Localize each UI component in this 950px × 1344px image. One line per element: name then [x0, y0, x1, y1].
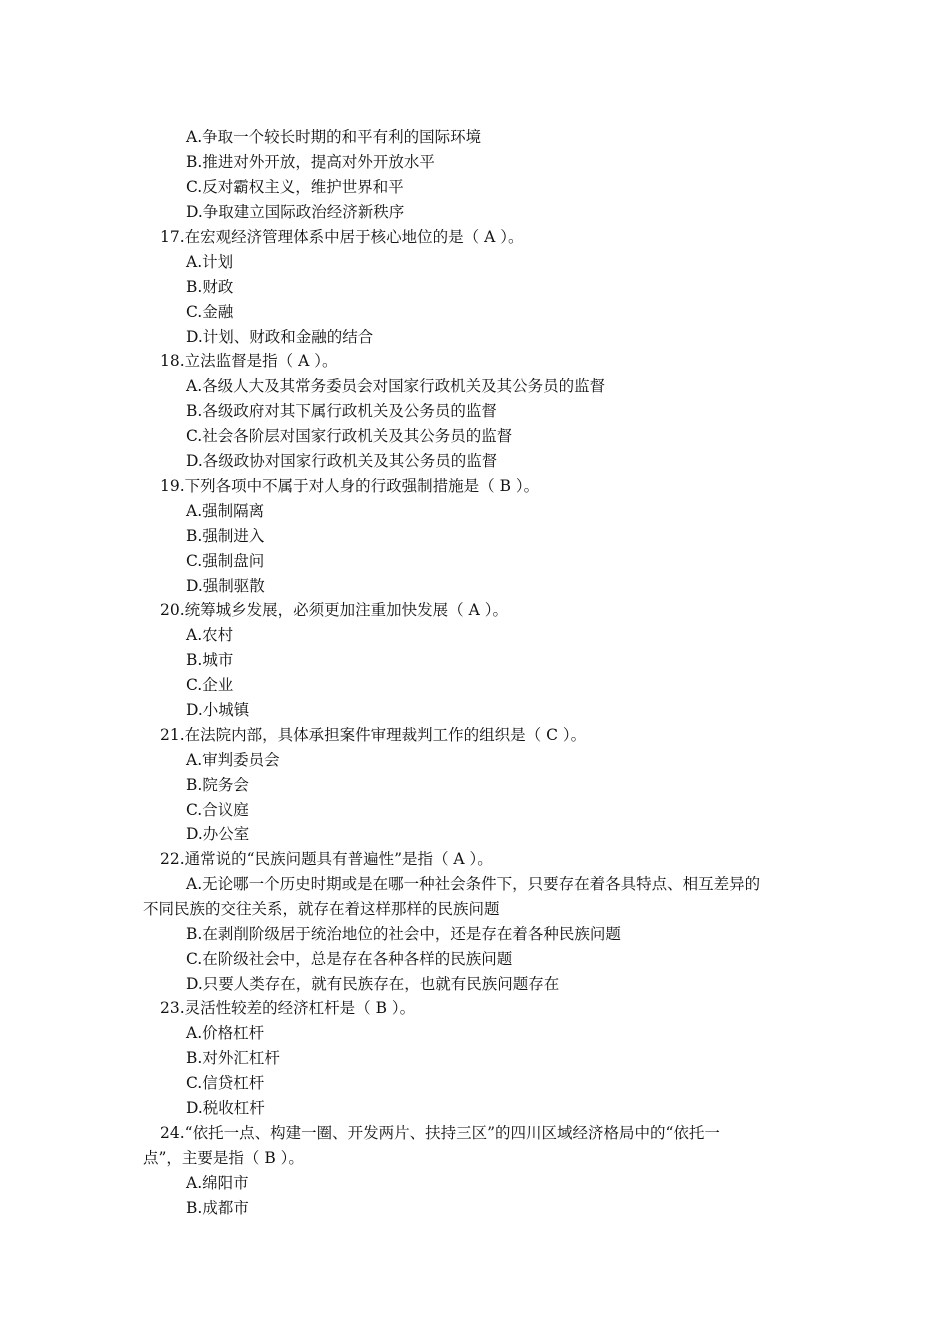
page-line: C.强制盘问: [186, 552, 265, 570]
page-line: 点”，主要是指（ B ）。: [143, 1149, 304, 1167]
page-line: D.办公室: [186, 825, 250, 843]
question-line: 22.通常说的“民族问题具有普遍性”是指（ A ）。: [160, 850, 493, 868]
page-line: A.审判委员会: [186, 751, 280, 769]
page-line: B.成都市: [186, 1199, 249, 1217]
question-line: 17.在宏观经济管理体系中居于核心地位的是（ A ）。: [160, 228, 524, 246]
page-line: D.税收杠杆: [186, 1099, 265, 1117]
page-line: D.强制驱散: [186, 577, 265, 595]
page-line: B.在剥削阶级居于统治地位的社会中，还是存在着各种民族问题: [186, 925, 621, 943]
page-line: A.绵阳市: [186, 1174, 249, 1192]
page-line: B.推进对外开放，提高对外开放水平: [186, 153, 435, 171]
question-line: 24.“依托一点、构建一圈、开发两片、扶持三区”的四川区域经济格局中的“依托一: [160, 1124, 720, 1142]
page-line: A.争取一个较长时期的和平有利的国际环境: [186, 128, 482, 146]
page-line: A.农村: [186, 626, 234, 644]
page-line: C.社会各阶层对国家行政机关及其公务员的监督: [186, 427, 513, 445]
page-line: B.院务会: [186, 776, 249, 794]
page-line: A.无论哪一个历史时期或是在哪一种社会条件下，只要存在着各具特点、相互差异的: [186, 875, 761, 893]
page-line: D.只要人类存在，就有民族存在，也就有民族问题存在: [186, 975, 560, 993]
page-line: A.强制隔离: [186, 502, 265, 520]
page-line: D.计划、财政和金融的结合: [186, 328, 374, 346]
page-line: D.争取建立国际政治经济新秩序: [186, 203, 405, 221]
page-line: A.价格杠杆: [186, 1024, 265, 1042]
page-line: C.反对霸权主义，维护世界和平: [186, 178, 404, 196]
question-line: 21.在法院内部，具体承担案件审理裁判工作的组织是（ C ）。: [160, 726, 587, 744]
page-line: B.城市: [186, 651, 234, 669]
page-line: B.强制进入: [186, 527, 265, 545]
page-line: C.金融: [186, 303, 234, 321]
page-line: C.在阶级社会中，总是存在各种各样的民族问题: [186, 950, 513, 968]
page-line: D.小城镇: [186, 701, 250, 719]
page-line: 不同民族的交往关系，就存在着这样那样的民族问题: [143, 900, 500, 918]
page-line: C.企业: [186, 676, 234, 694]
page-line: B.各级政府对其下属行政机关及公务员的监督: [186, 402, 497, 420]
question-line: 19.下列各项中不属于对人身的行政强制措施是（ B ）。: [160, 477, 540, 495]
page-line: C.信贷杠杆: [186, 1074, 265, 1092]
page-line: C.合议庭: [186, 801, 249, 819]
page-line: B.对外汇杠杆: [186, 1049, 280, 1067]
page-line: D.各级政协对国家行政机关及其公务员的监督: [186, 452, 498, 470]
question-line: 18.立法监督是指（ A ）。: [160, 352, 338, 370]
page-line: A.计划: [186, 253, 234, 271]
page-line: B.财政: [186, 278, 234, 296]
question-line: 20.统筹城乡发展，必须更加注重加快发展（ A ）。: [160, 601, 508, 619]
page-line: A.各级人大及其常务委员会对国家行政机关及其公务员的监督: [186, 377, 606, 395]
question-line: 23.灵活性较差的经济杠杆是（ B ）。: [160, 999, 416, 1017]
